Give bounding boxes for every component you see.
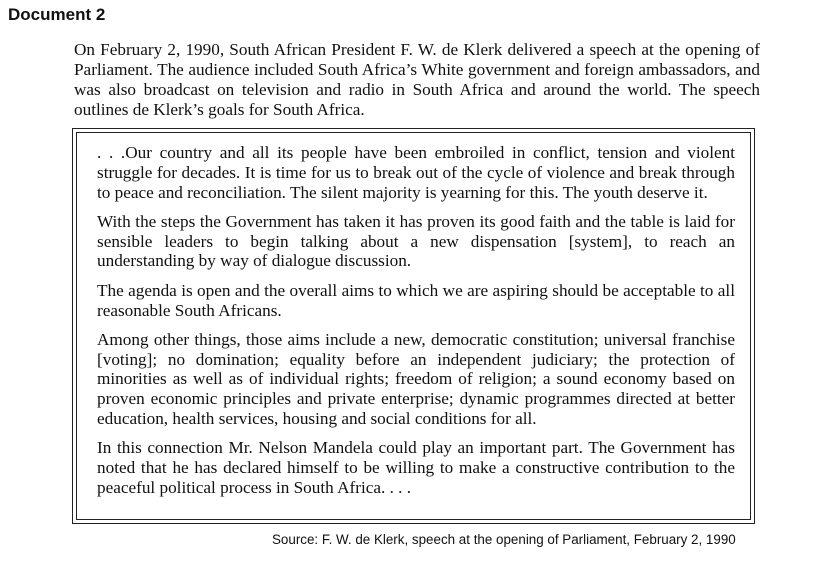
intro-paragraph: On February 2, 1990, South African President F. W. de Klerk delivered a speech at the opening of Parliament. The audience included South Africa’s White government and foreign ambassadors, and was also broadcast on television and radio in South Africa and around the world. The speech outlines de Klerk’s goals for South Africa. xyxy=(74,40,760,119)
quote-box-inner xyxy=(76,132,751,520)
quote-box xyxy=(72,128,755,524)
quote-paragraph-5: In this connection Mr. Nelson Mandela could play an important part. The Government has noted that he has declared himself to be willing to make a constructive contribution to the peaceful political process in South Africa. . . . xyxy=(97,438,735,497)
quote-paragraph-3: The agenda is open and the overall aims to which we are aspiring should be acceptable to all reasonable South Africans. xyxy=(97,280,735,320)
quote-paragraph-2: With the steps the Government has taken it has proven its good faith and the table is laid for sensible leaders to begin talking about a new dispensation [system], to reach an understanding by way of dialogue discussion. xyxy=(97,211,735,271)
quote-paragraph-1: . . .Our country and all its people have been embroiled in conflict, tension and violent struggle for decades. It is time for us to break out of the cycle of violence and break through to peace and reconciliation. The silent majority is yearning for this. The youth deserve it. xyxy=(97,143,735,202)
document-title: Document 2 xyxy=(8,5,106,24)
source-citation: Source: F. W. de Klerk, speech at the opening of Parliament, February 2, 1990 xyxy=(272,532,736,547)
quote-paragraph-4: Among other things, those aims include a new, democratic constitution; universal franchise [voting]; no domination; equality before an independent judiciary; the protection of minorities as well as of individual rights; freedom of religion; a sound economy based on proven economic principles and private enterprise; dynamic programmes directed at better education, health services, housing and social conditions for all. xyxy=(97,329,735,429)
